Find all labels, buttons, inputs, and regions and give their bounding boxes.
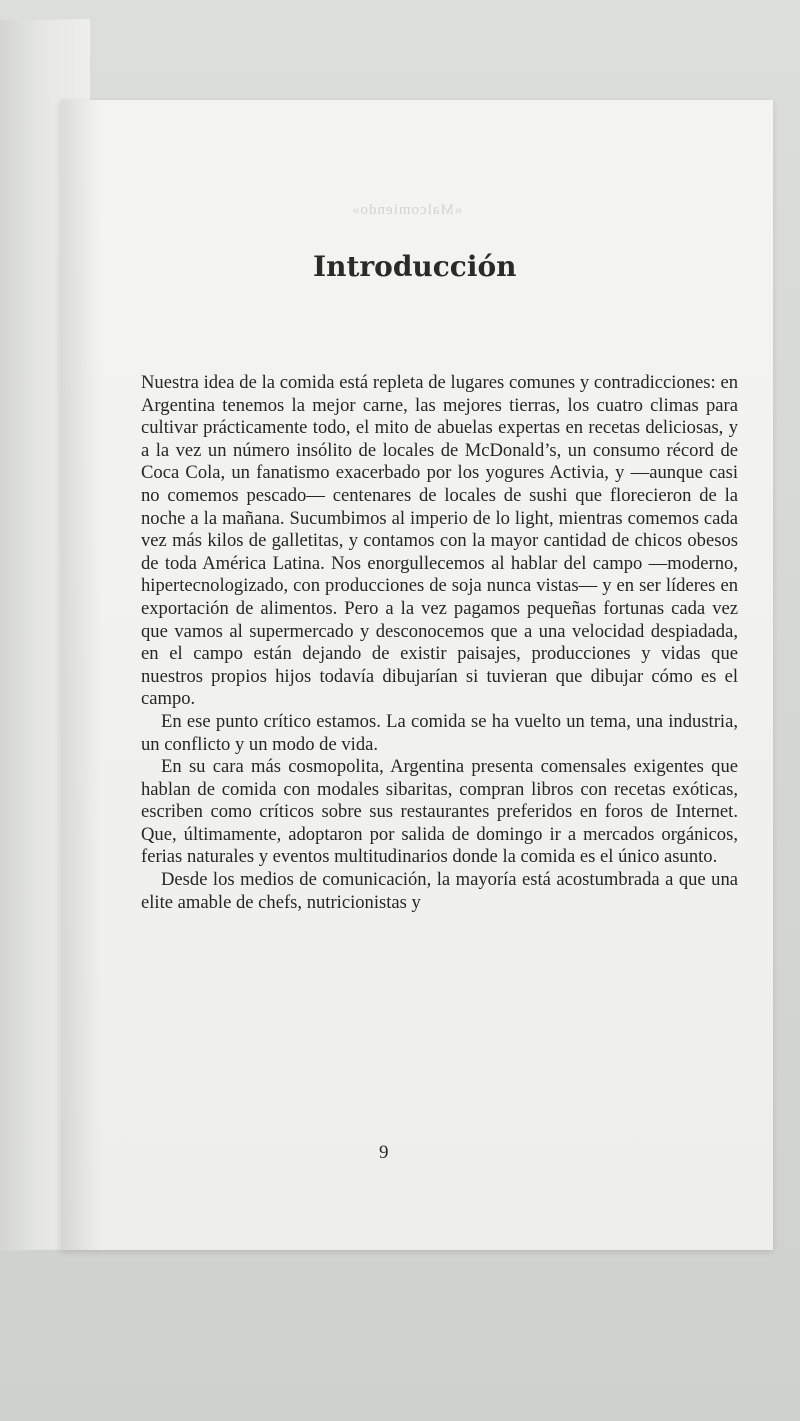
paragraph-4: Desde los medios de comunicación, la mayoría está acostumbrada a que una elite amable de chefs, nutricionistas y (141, 869, 738, 913)
chapter-title: Introducción (313, 250, 517, 283)
page-number: 9 (379, 1142, 389, 1163)
running-head-bleedthrough: «Malcomiendo» (351, 202, 463, 218)
paragraph-2: En ese punto crítico estamos. La comida se ha vuelto un tema, una industria, un conflicto y un modo de vida. (141, 710, 738, 755)
paragraph-1: Nuestra idea de la comida está repleta de lugares comunes y contradicciones: en Argentina tenemos la mejor carne, las mejores tierras, los cuatro climas para cultivar prácticamente todo, el mito de abuelas expertas en recetas deliciosas, y a la vez un número insólito de locales de McDonald’s, un consumo récord de Coca Cola, un fanatismo exacerbado por los yogures Activia, y —aunque casi no comemos pescado— centenares de locales de sushi que florecieron de la noche a la mañana. Sucumbimos al imperio de lo light, mientras comemos cada vez más kilos de galletitas, y contamos con la mayor cantidad de chicos obesos de toda América Latina. Nos enorgullecemos al hablar del campo —moderno, hipertecnologizado, con producciones de soja nunca vistas— y en ser líderes en exportación de alimentos. Pero a la vez pagamos pequeñas fortunas cada vez que vamos al supermercado y desconocemos que a una velocidad despiadada, en el campo están dejando de existir paisajes, producciones y vidas que nuestros propios hijos todavía dibujarían si tuvieran que dibujar cómo es el campo. (141, 372, 738, 710)
book-page (60, 100, 773, 1250)
body-text (141, 372, 738, 914)
gutter-shadow (61, 100, 101, 1250)
paragraph-3: En su cara más cosmopolita, Argentina presenta comensales exigentes que hablan de comida con modales sibaritas, compran libros con recetas exóticas, escriben como críticos sobre sus restaurantes preferidos en foros de Internet. Que, últimamente, adoptaron por salida de domingo ir a mercados orgánicos, ferias naturales y eventos multitudinarios donde la comida es el único asunto. (141, 756, 738, 868)
